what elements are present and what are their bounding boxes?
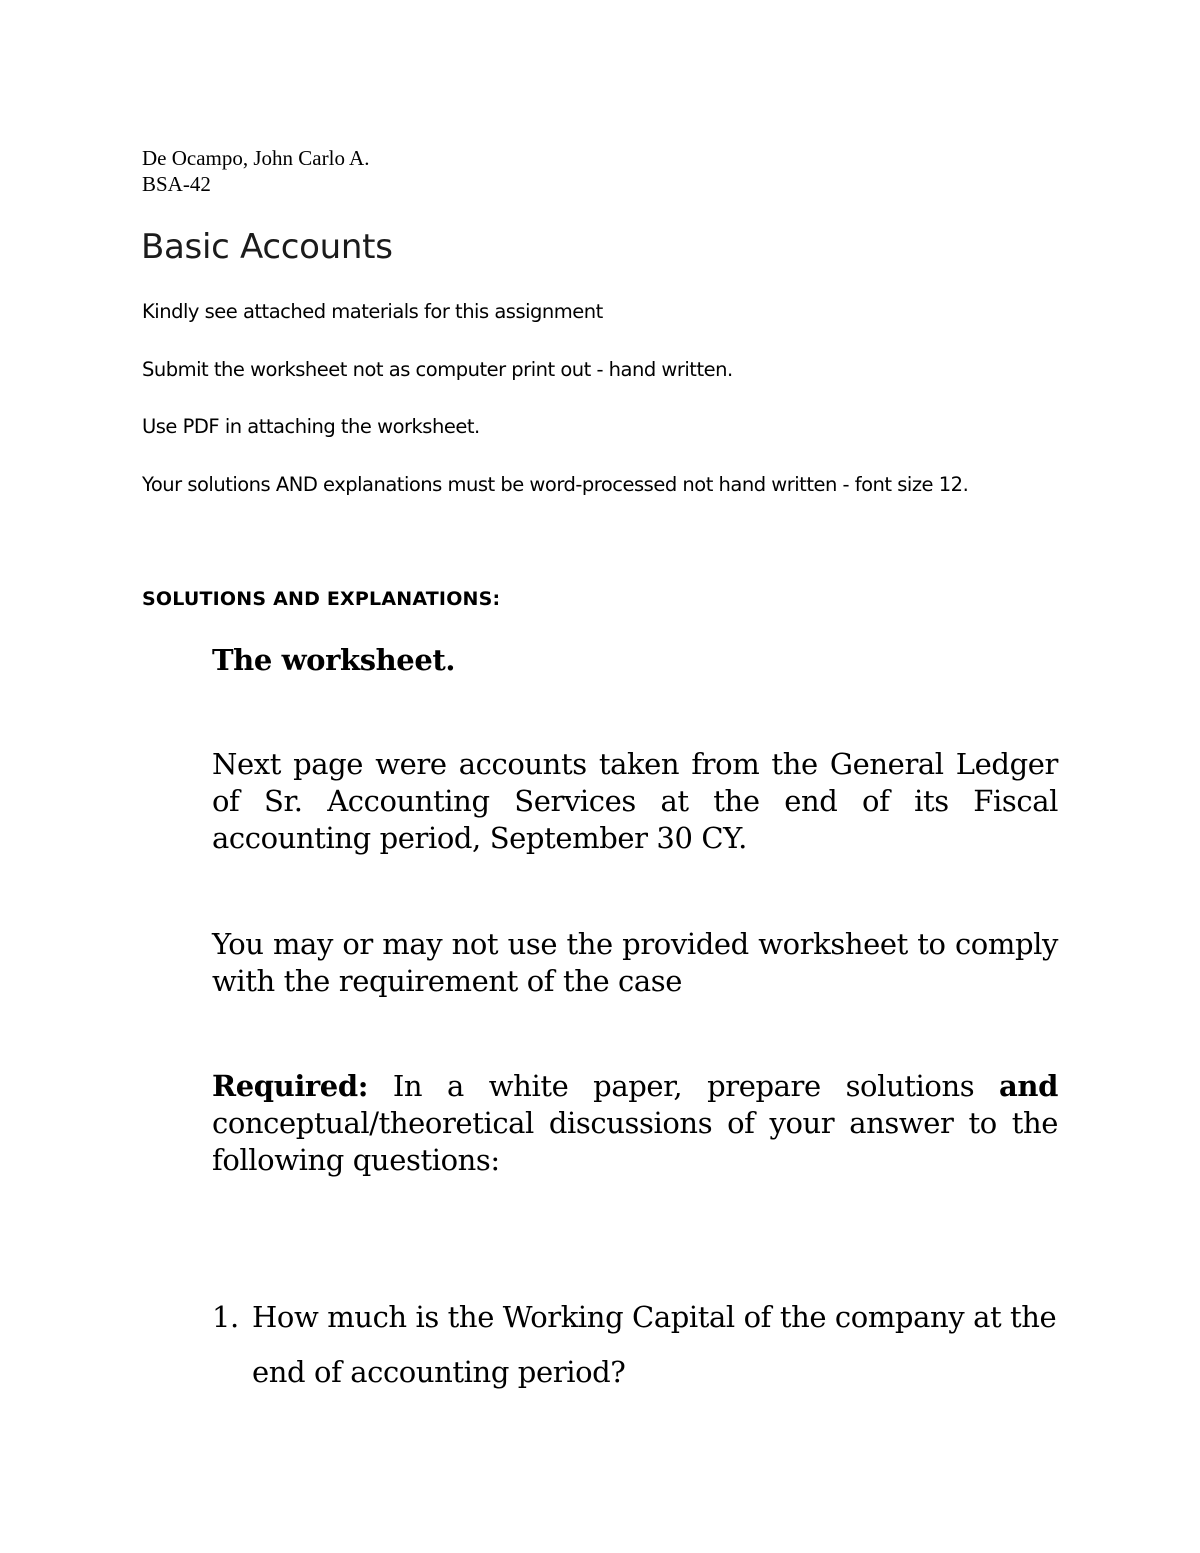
worksheet-usage-paragraph: You may or may not use the provided worksheet to comply with the requirement of the case — [212, 927, 1058, 998]
question-text: How much is the Working Capital of the company at the end of accounting period? — [252, 1300, 1057, 1389]
instruction-line: Your solutions AND explanations must be word-processed not hand written - font size 12. — [142, 473, 969, 496]
instruction-line: Use PDF in attaching the worksheet. — [142, 415, 480, 438]
instruction-line: Submit the worksheet not as computer print out - hand written. — [142, 358, 733, 381]
ledger-paragraph: Next page were accounts taken from the General Ledger of Sr. Accounting Services at the end of its Fiscal accounting period, September 30 CY. — [212, 747, 1058, 855]
worksheet-title: The worksheet. — [212, 643, 456, 677]
required-text: In a white paper, prepare solutions — [368, 1069, 1000, 1103]
solutions-heading: SOLUTIONS AND EXPLANATIONS: — [142, 588, 501, 610]
instruction-line: Kindly see attached materials for this assignment — [142, 300, 603, 323]
required-text: conceptual/theoretical discussions of your answer to the following questions: — [212, 1106, 1058, 1177]
document-title: Basic Accounts — [141, 227, 393, 267]
requirement-paragraph — [212, 1068, 1058, 1179]
student-section: BSA-42 — [142, 172, 211, 196]
student-name: De Ocampo, John Carlo A. — [142, 146, 370, 170]
required-and: and — [999, 1069, 1058, 1103]
required-label: Required: — [212, 1069, 369, 1103]
question-number: 1. — [212, 1300, 239, 1334]
